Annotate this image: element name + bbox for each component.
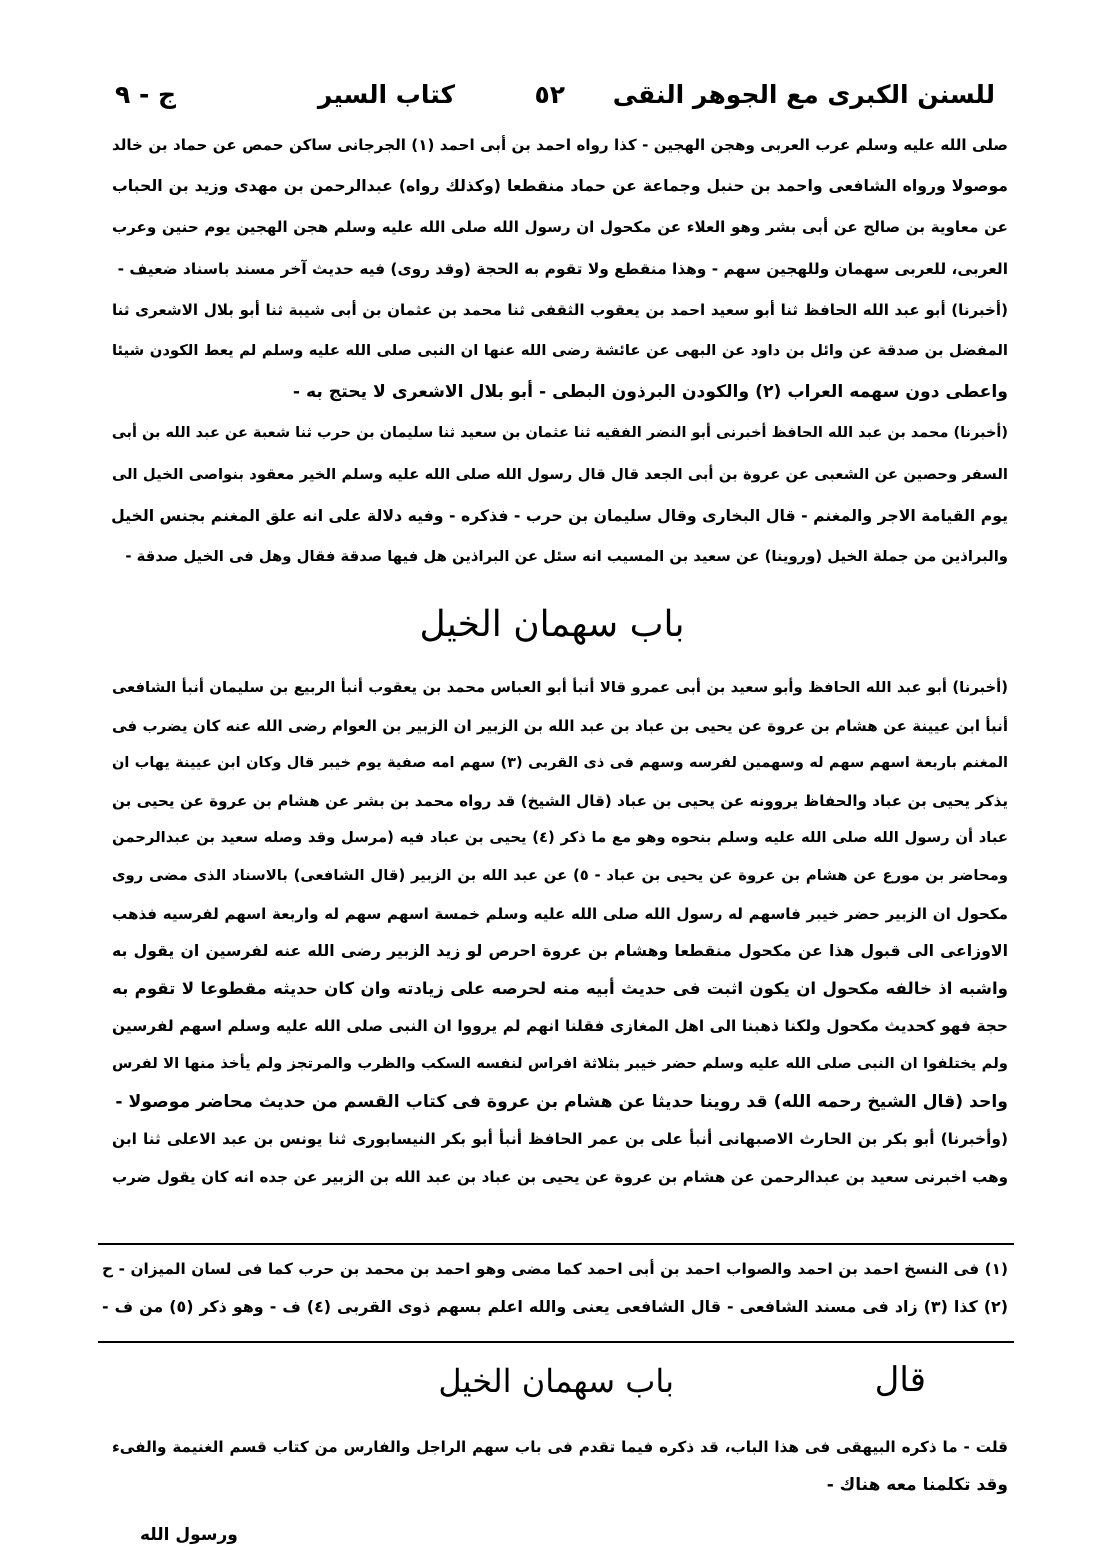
text-line: ومحاضر بن مورع عن هشام بن عروة عن يحيى بن عباد - ٥) عن عبد الله بن الزبير (قال الشافعى) بالاسناد الذى مضى روى [112,867,1009,884]
text-line: المفضل بن صدقة عن وائل بن داود عن البهى عن عائشة رضى الله عنها ان النبى صلى الله عليه وسلم لم يعط الكودن شيئا [112,342,1008,359]
commentary-line: قلت - ما ذكره البيهقى فى هذا الباب، قد ذكره فيما تقدم فى باب سهم الراجل والفارس من كتاب قسم الغنيمة والفىء [112,1438,1008,1456]
text-line: السفر وحصين عن الشعبى عن عروة بن أبى الجعد قال قال رسول الله صلى الله عليه وسلم الخير معقود بنواصى الخيل الى [112,465,1008,483]
cut-off-line: ورسول الله [140,1525,238,1545]
text-line: وهب اخبرنى سعيد بن عبدالرحمن عن هشام بن عروة عن يحيى بن عباد بن عبد الله بن الزبير عن جده انه كان يقول ضرب [112,1167,1008,1186]
text-line: والبراذين من جملة الخيل (وروينا) عن سعيد بن المسيب انه سئل عن البراذين هل فيها صدقة فقال وهل فى الخيل صدقة - [125,548,1008,565]
text-line: العربى، للعربى سهمان وللهجين سهم - وهذا منقطع ولا تقوم به الحجة (وقد روى) فيه حديث آخر مسند باسناد ضعيف - [117,259,1008,278]
text-line: ولم يختلفوا ان النبى صلى الله عليه وسلم حضر خيبر بثلاثة افراس لنفسه السكب والظرب والمرتجز ولم يأخذ منها الا لفرس [112,1055,1008,1072]
footnote-rule-top [98,1243,1014,1245]
text-line: (وأخبرنا) أبو بكر بن الحارث الاصبهانى أنبأ على بن عمر الحافظ أنبأ أبو بكر النيسابورى ثنا يونس بن عبد الاعلى ثنا ابن [112,1130,1008,1149]
text-line: واشبه اذ خالفه مكحول ان يكون اثبت فى حديث أبيه منه لحرصه على زيادته وان كان حديثه مقطوعا لا تقوم به [112,978,1008,998]
text-line: واحد (قال الشيخ رحمه الله) قد روينا حديثا عن هشام بن عروة فى كتاب القسم من حديث محاضر موصولا - [115,1091,1008,1112]
header-title: للسنن الكبرى مع الجوهر النقى [612,80,995,109]
text-line: واعطى دون سهمه العراب (٢) والكودن البرذون البطى - أبو بلال الاشعرى لا يحتج به - [292,382,1008,403]
text-line: الاوزاعى الى قبول هذا عن مكحول منقطعا وهشام بن عروة احرص لو زيد الزبير رضى الله عنه لفرسين ان يقول به [112,941,1008,961]
text-line: يذكر يحيى بن عباد والحفاظ يروونه عن يحيى بن عباد (قال الشيخ) قد رواه محمد بن بشر عن هشام بن عروة عن يحيى بن [112,791,1008,810]
text-line: (أخبرنا) أبو عبد الله الحافظ ثنا أبو سعيد احمد بن يعقوب الثقفى ثنا محمد بن عثمان بن أبى شيبة ثنا أبو بلال الاشعرى ثنا [112,300,1008,319]
text-line: عباد أن رسول الله صلى الله عليه وسلم بنحوه وهو مع ما ذكر (٤) يحيى بن عباد فيه (مرسل وقد وصله سعيد بن عبدالرحمن [112,829,1008,847]
commentary-heading: باب سهمان الخيل [438,1362,674,1400]
footnote-rule-bottom [98,1341,1014,1343]
chapter-heading: باب سهمان الخيل [419,604,685,645]
header-volume: ج - ٩ [115,80,177,109]
text-line: (أخبرنا) محمد بن عبد الله الحافظ أخبرنى أبو النضر الفقيه ثنا عثمان بن سعيد ثنا سليمان بن حرب ثنا شعبة عن عبد الله بن أبى [111,425,1008,442]
text-line: صلى الله عليه وسلم عرب العربى وهجن الهجين - كذا رواه احمد بن أبى احمد (١) الجرجانى ساكن حمص عن حماد بن خالد [112,136,1008,154]
text-line: موصولا ورواه الشافعى واحمد بن حنبل وجماعة عن حماد منقطعا (وكذلك رواه) عبدالرحمن بن مهدى وزيد بن الحباب [112,176,1008,196]
page-number: ٥٢ [534,80,565,109]
commentary-qal: قال [874,1360,926,1400]
text-line: حجة فهو كحديث مكحول ولكنا ذهبنا الى اهل المغازى فقلنا انهم لم يرووا ان النبى صلى الله عليه وسلم اسهم لفرسين [112,1017,1008,1036]
text-line: (أخبرنا) أبو عبد الله الحافظ وأبو سعيد بن أبى عمرو قالا أنبأ أبو العباس محمد بن يعقوب أنبأ الربيع بن سليمان أنبأ الشافعى [112,679,1008,696]
text-line: عن معاوية بن صالح عن أبى بشر وهو العلاء عن مكحول ان رسول الله صلى الله عليه وسلم هجن الهجين يوم حنين وعرب [112,218,1008,237]
header-book: كتاب السير [317,80,455,109]
text-line: مكحول ان الزبير حضر خيبر فاسهم له رسول الله صلى الله عليه وسلم خمسة اسهم سهم له واربعة اسهم لفرسيه فذهب [112,904,1008,923]
text-line: (١) فى النسخ احمد بن احمد والصواب احمد بن أبى احمد كما مضى وهو احمد بن محمد بن حرب كما فى لسان الميزان - ح [102,1260,1008,1278]
running-header [115,80,995,120]
text-line: (٢) كذا (٣) زاد فى مسند الشافعى - قال الشافعى يعنى والله اعلم بسهم ذوى القربى (٤) ف - وهو ذكر (٥) من ف - [102,1297,1008,1316]
text-line: يوم القيامة الاجر والمغنم - قال البخارى وقال سليمان بن حرب - فذكره - وفيه دلالة على انه علق المغنم بجنس الخيل [111,505,1008,525]
text-line: المغنم باربعة اسهم سهم له وسهمين لفرسه وسهم فى ذى القربى (٣) سهم امه صفية يوم خيبر قال وكان ابن عيينة يهاب ان [112,755,1008,772]
commentary-line: وقد تكلمنا معه هناك - [826,1475,1008,1495]
text-line: أنبأ ابن عيينة عن هشام بن عروة عن يحيى بن عباد بن عبد الله بن الزبير ان الزبير بن العوام رضى الله عنه كان يضرب فى [112,716,1008,735]
